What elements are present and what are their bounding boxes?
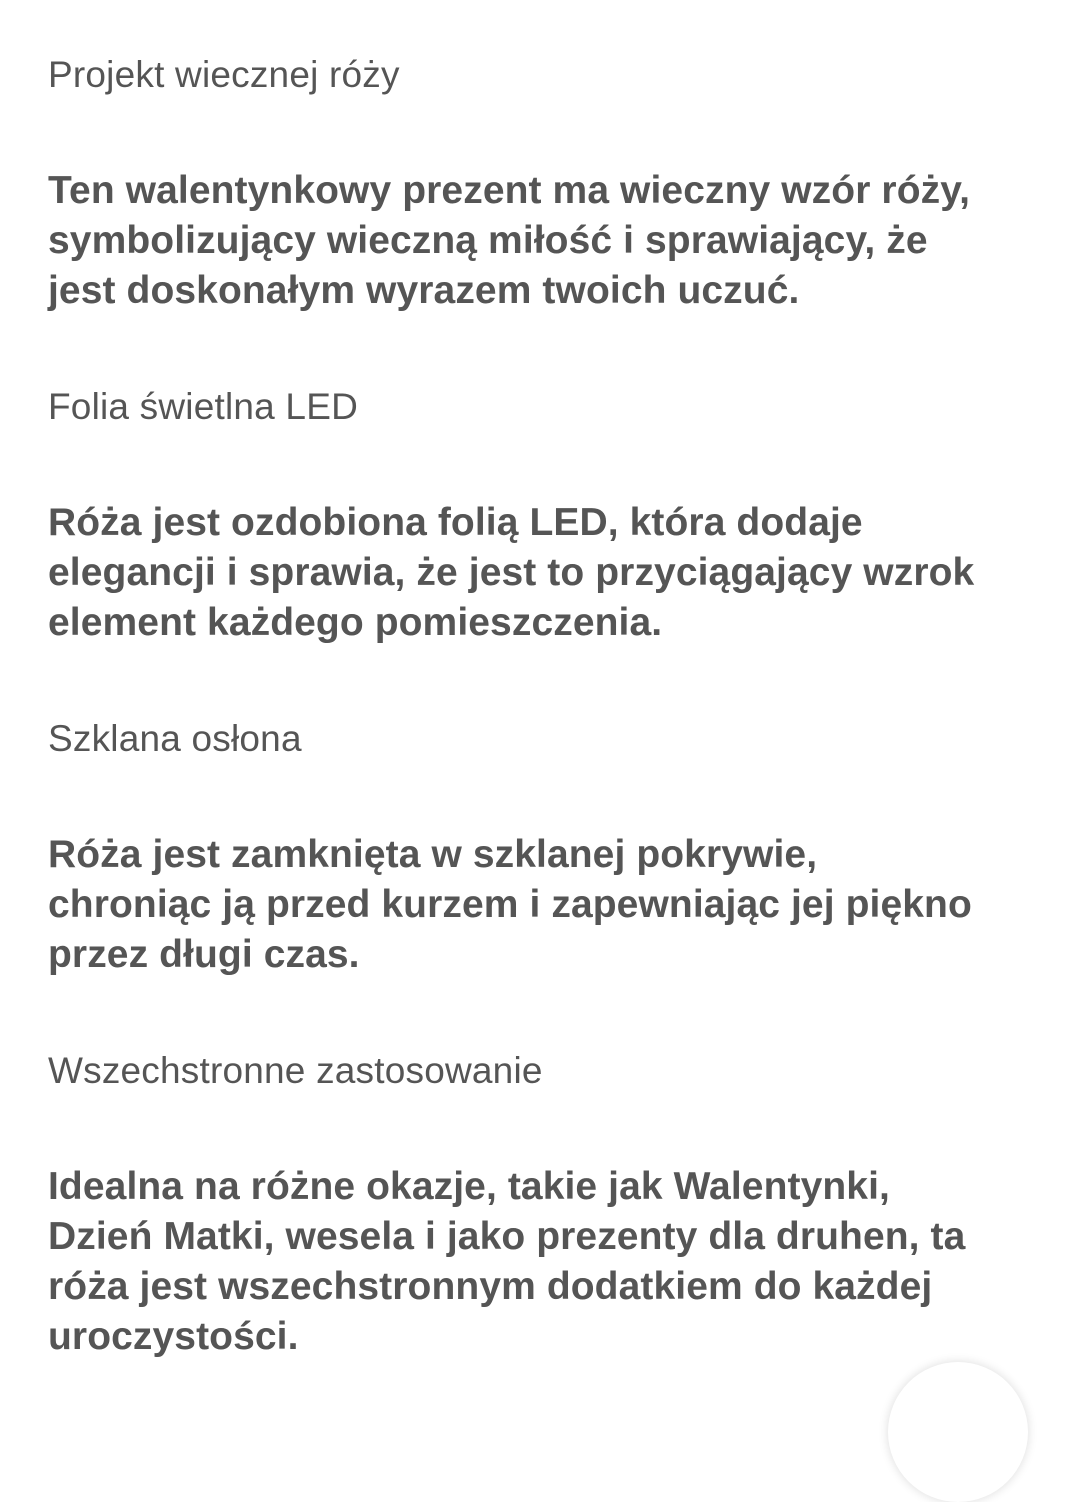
section-text-glass-cover [48, 830, 972, 980]
text-line: elegancji i sprawia, że jest to przyciągający wzrok [48, 551, 975, 594]
section-heading-glass-cover: Szklana osłona [48, 718, 302, 759]
text-line: chroniąc ją przed kurzem i zapewniając jej piękno [48, 883, 972, 926]
text-line: Idealna na różne okazje, takie jak Walentynki, [48, 1165, 890, 1208]
text-line: Róża jest zamknięta w szklanej pokrywie, [48, 833, 818, 876]
text-line: symbolizujący wieczną miłość i sprawiający, że [48, 219, 928, 262]
section-heading-versatile-use: Wszechstronne zastosowanie [48, 1050, 543, 1091]
text-line: element każdego pomieszczenia. [48, 601, 663, 644]
floating-action-button[interactable] [888, 1362, 1028, 1502]
text-line: uroczystości. [48, 1315, 299, 1358]
text-line: Dzień Matki, wesela i jako prezenty dla druhen, ta [48, 1215, 966, 1258]
text-line: jest doskonałym wyrazem twoich uczuć. [48, 269, 800, 312]
section-text-eternal-rose [48, 166, 970, 316]
section-heading-eternal-rose: Projekt wiecznej róży [48, 54, 400, 95]
text-line: Ten walentynkowy prezent ma wieczny wzór róży, [48, 169, 971, 212]
text-line: przez długi czas. [48, 933, 360, 976]
text-line: róża jest wszechstronnym dodatkiem do każdej [48, 1265, 933, 1308]
section-text-versatile-use [48, 1162, 965, 1362]
section-text-led-foil [48, 498, 974, 648]
text-line: Róża jest ozdobiona folią LED, która dodaje [48, 501, 863, 544]
section-heading-led-foil: Folia świetlna LED [48, 386, 359, 427]
